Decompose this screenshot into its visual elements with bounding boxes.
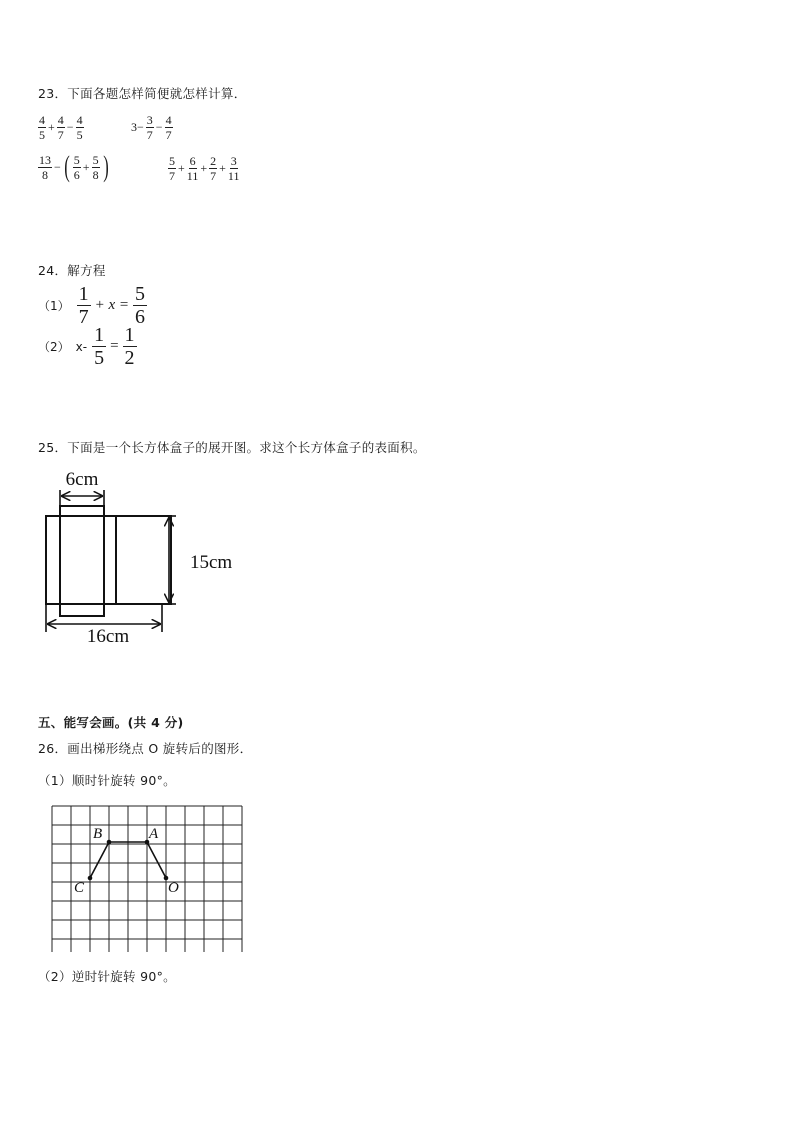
q26-part-2: （2）逆时针旋转 90°。	[38, 969, 176, 984]
q23-expression-4: $\frac{5}{7}$ + $\frac{6}{11}$ + $\frac{2}{7}$ + $\frac{3}{11}$	[169, 154, 240, 183]
fraction: $\frac{1}{7}$	[78, 283, 89, 328]
point-c-dot	[88, 876, 93, 881]
width-label: 6cm	[65, 469, 99, 490]
fraction: $\frac{5}{6}$	[73, 152, 80, 182]
height-label: 15cm	[190, 552, 233, 573]
fraction: $\frac{4}{5}$	[39, 113, 45, 142]
box-net-diagram	[36, 462, 236, 647]
fraction: $\frac{5}{6}$	[135, 283, 146, 328]
fraction: $\frac{1}{5}$	[94, 324, 105, 369]
fraction: $\frac{13}{8}$	[39, 152, 51, 182]
q24-equation-2: （2） x- $\frac{1}{5}$ = $\frac{1}{2}$	[38, 324, 135, 369]
fraction: $\frac{5}{8}$	[92, 152, 99, 182]
point-b-dot	[107, 840, 112, 845]
q23-expression-2: 3− $\frac{3}{7}$ − $\frac{4}{7}$	[131, 113, 172, 142]
section-5-title: 五、能写会画。(共 4 分)	[38, 715, 184, 730]
fraction: $\frac{4}{7}$	[165, 113, 172, 142]
fraction: $\frac{2}{7}$	[210, 154, 217, 183]
q25-title: 25．下面是一个长方体盒子的展开图。求这个长方体盒子的表面积。	[38, 440, 426, 455]
point-o-label: O	[168, 880, 179, 896]
point-c-label: C	[74, 880, 85, 896]
q23-title: 23．下面各题怎样简便就怎样计算．	[38, 86, 247, 101]
fraction: $\frac{1}{2}$	[124, 324, 135, 369]
q23-expression-1: $\frac{4}{5}$ + $\frac{4}{7}$ − $\frac{4}{5}$	[39, 113, 83, 142]
net-top-bottom-faces	[60, 506, 104, 616]
fraction: $\frac{4}{5}$	[76, 113, 83, 142]
q26-part-1: （1）顺时针旋转 90°。	[38, 773, 176, 788]
q26-title: 26．画出梯形绕点 O 旋转后的图形．	[38, 741, 253, 756]
fraction: $\frac{5}{7}$	[169, 154, 175, 183]
q24-title: 24．解方程	[38, 263, 106, 278]
point-a-label: A	[149, 826, 159, 842]
fraction: $\frac{3}{7}$	[146, 113, 153, 142]
q24-equation-1: （1） $\frac{1}{7}$ + x = $\frac{5}{6}$	[38, 283, 146, 328]
fraction: $\frac{3}{11}$	[227, 154, 240, 183]
point-b-label: B	[93, 826, 103, 842]
rotation-grid	[46, 800, 246, 952]
length-label: 16cm	[86, 626, 130, 647]
fraction: $\frac{4}{7}$	[57, 113, 64, 142]
net-outer-rect	[46, 516, 171, 604]
fraction: $\frac{6}{11}$	[186, 154, 199, 183]
grid-lines	[52, 806, 242, 952]
q23-expression-3: $\frac{13}{8}$ − ( $\frac{5}{6}$ + $\frac{5}{8}$ )	[39, 150, 109, 183]
